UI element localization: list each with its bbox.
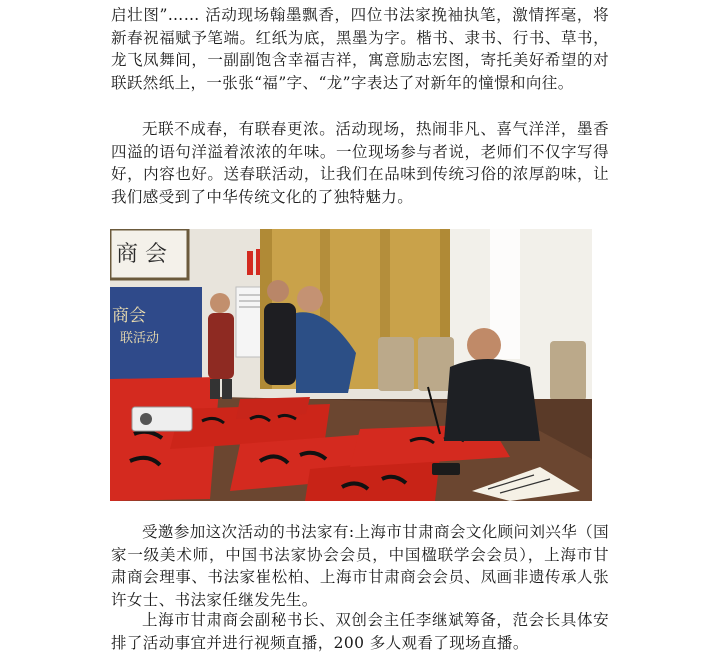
frame-calligraphy: 商 会 — [116, 242, 167, 267]
event-photo — [110, 229, 592, 501]
paragraph-intro: 启壮图”…… 活动现场翰墨飘香，四位书法家挽袖执笔，激情挥毫，将新春祝福赋予笔端。红纸为底，黑墨为字。楷书、隶书、行书、草书，龙飞凤舞间，一副副饱含幸福吉祥，寓意励志宏图，寄托美好希望的对联跃然纸上，一张张“福”字、“龙”字表达了对新年的憧憬和向往。 — [111, 6, 609, 92]
banner-title: 商会 — [112, 306, 146, 326]
paragraph-livestream: 上海市甘肃商会副秘书长、双创会主任李继斌筹备，范会长具体安排了活动事宜并进行视频直播，200 多人观看了现场直播。 — [111, 611, 609, 652]
paragraph-atmosphere: 无联不成春，有联春更浓。活动现场，热闹非凡、喜气洋洋，墨香四溢的语句洋溢着浓浓的年味。一位现场参与者说，老师们不仅字写得好，内容也好。送春联活动，让我们在品味到传统习俗的浓厚韵味，让我们感受到了中华传统文化的了独特魅力。 — [111, 120, 609, 206]
banner-subtitle: 联活动 — [120, 331, 160, 346]
paragraph-calligraphers: 受邀参加这次活动的书法家有:上海市甘肃商会文化顾问刘兴华（国家一级美术师，中国书法家协会会员，中国楹联学会会员），上海市甘肃商会理事、书法家崔松柏、上海市甘肃商会会员、凤画非遗传承人张许女士、书法家任继发先生。 — [111, 523, 609, 609]
